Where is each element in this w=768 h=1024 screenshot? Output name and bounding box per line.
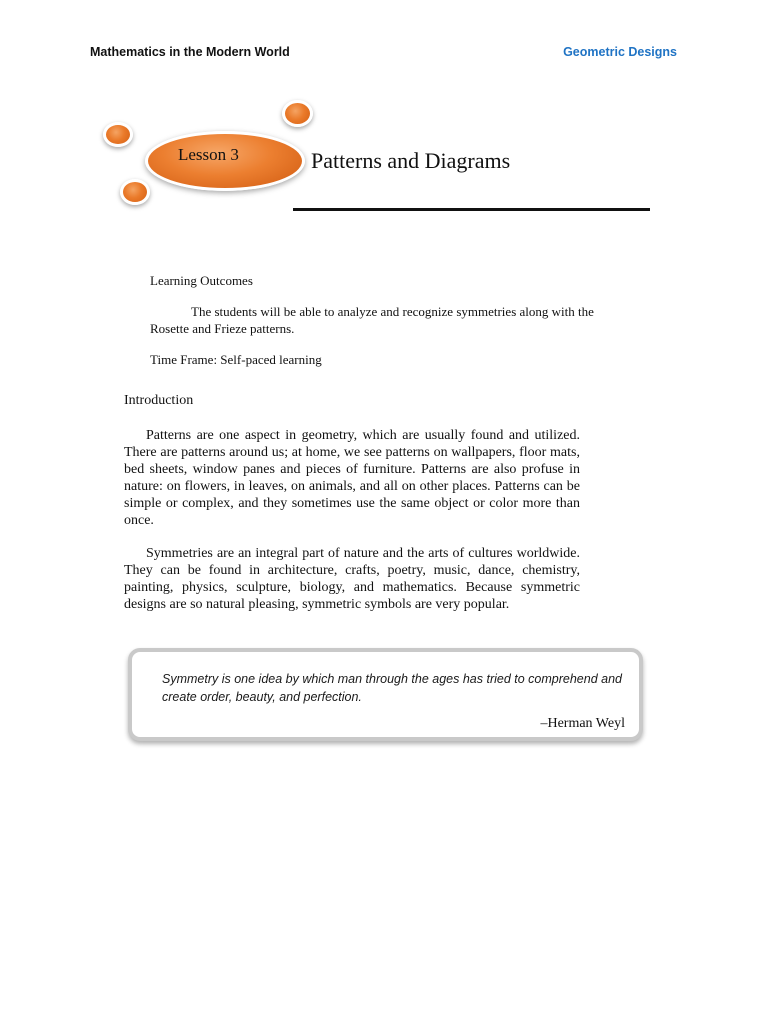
introduction-heading: Introduction — [124, 393, 194, 408]
learning-outcomes-heading: Learning Outcomes — [150, 273, 253, 288]
lesson-number: Lesson 3 — [178, 145, 239, 164]
orange-circle-decoration — [120, 179, 150, 205]
time-frame: Time Frame: Self-paced learning — [150, 352, 322, 367]
title-underline — [293, 208, 650, 211]
orange-circle-decoration — [282, 100, 313, 127]
orange-circle-decoration — [103, 122, 133, 147]
quote-box — [128, 648, 643, 741]
quote-author: –Herman Weyl — [540, 716, 625, 731]
quote-text: Symmetry is one idea by which man through the ages has tried to comprehend and create order, beauty, and perfection. — [162, 672, 622, 704]
section-title: Geometric Designs — [563, 45, 677, 59]
page-header — [90, 45, 677, 65]
intro-paragraph-patterns: Patterns are one aspect in geometry, which are usually found and utilized. There are patterns around us; at home, we see patterns on wallpapers, floor mats, bed sheets, window panes and pieces of furniture. Patterns are also profuse in nature: on flowers, in leaves, on animals, and all on other places. Patterns can be simple or complex, and they sometimes use the same object or color more than once. — [124, 428, 580, 528]
learning-outcomes-text: The students will be able to analyze and recognize symmetries along with the Rosette and Frieze patterns. — [150, 304, 594, 336]
course-title: Mathematics in the Modern World — [90, 45, 290, 59]
lesson-banner — [95, 95, 660, 220]
lesson-title: Patterns and Diagrams — [311, 148, 511, 173]
intro-paragraph-symmetries: Symmetries are an integral part of nature and the arts of cultures worldwide. They can be found in architecture, crafts, poetry, music, dance, chemistry, painting, physics, sculpture, biology, and mathematics. Because symmetric designs are so natural pleasing, symmetric symbols are very popular. — [124, 546, 580, 612]
